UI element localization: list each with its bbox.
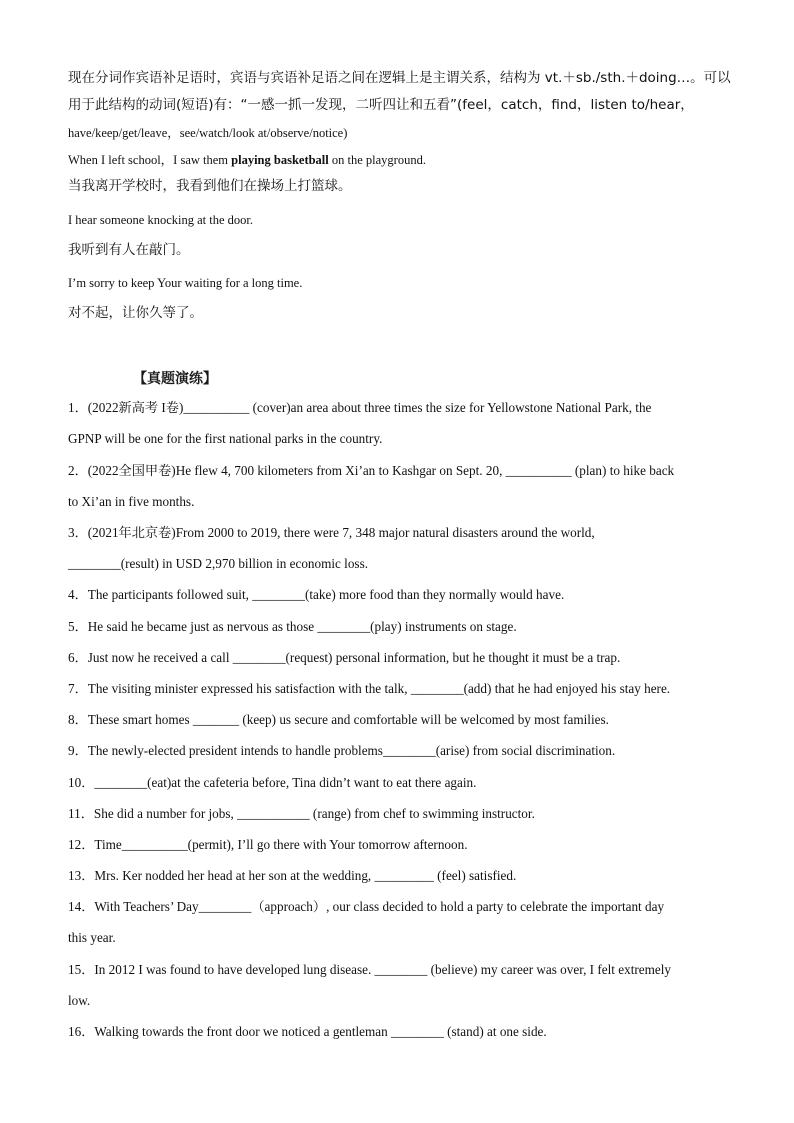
question-text: With Teachers’ Day________（approach）, our class decided to hold a party to celebrate the important day <box>94 899 665 914</box>
question-text: (2022全国甲卷)He flew 4, 700 kilometers from Xi’an to Kashgar on Sept. 20, __________ (plan) to hike back <box>87 463 675 478</box>
question-2-line-2: to Xi’an in five months. <box>68 494 195 509</box>
question-1-line-1 <box>68 400 651 416</box>
question-number: 2． <box>68 463 88 478</box>
intro-line-1: 现在分词作宾语补足语时，宾语与宾语补足语之间在逻辑上是主谓关系，结构为 vt.＋sb./sth.＋doing…。可以 <box>68 70 731 86</box>
question-14-line-2: this year. <box>68 930 116 945</box>
question-text: These smart homes _______ (keep) us secure and comfortable will be welcomed by most families. <box>87 712 609 727</box>
question-14-line-1 <box>68 899 664 915</box>
question-text: He said he became just as nervous as those ________(play) instruments on stage. <box>87 619 517 634</box>
example-1-bold: playing basketball <box>231 153 329 167</box>
question-number: 14． <box>68 899 95 914</box>
question-2-line-1 <box>68 463 674 479</box>
question-13 <box>68 868 516 884</box>
question-9 <box>68 743 615 759</box>
example-1-pre: When I left school，I saw them <box>68 153 232 167</box>
question-15-line-2: low. <box>68 993 91 1008</box>
question-11 <box>68 806 535 822</box>
question-7 <box>68 681 670 697</box>
example-sentence-1 <box>68 152 426 168</box>
intro-line-3: have/keep/get/leave，see/watch/look at/observe/notice) <box>68 126 348 140</box>
example-sentence-3: I’m sorry to keep Your waiting for a long time. <box>68 276 303 290</box>
question-number: 13． <box>68 868 95 883</box>
question-number: 7． <box>68 681 88 696</box>
example-translation-2: 我听到有人在敲门。 <box>68 242 190 258</box>
question-text: Walking towards the front door we noticed a gentleman ________ (stand) at one side. <box>94 1024 547 1039</box>
question-text: (2021年北京卷)From 2000 to 2019, there were 7, 348 major natural disasters around the world, <box>87 525 595 540</box>
question-10 <box>68 775 476 791</box>
question-text: In 2012 I was found to have developed lung disease. ________ (believe) my career was over, I felt extremely <box>94 962 671 977</box>
question-text: Time__________(permit), I’ll go there with Your tomorrow afternoon. <box>94 837 468 852</box>
question-4 <box>68 587 564 603</box>
question-text: The visiting minister expressed his satisfaction with the talk, ________(add) that he had enjoyed his stay here. <box>87 681 671 696</box>
question-number: 10． <box>68 775 95 790</box>
question-3-line-1 <box>68 525 595 541</box>
question-number: 4． <box>68 587 88 602</box>
question-text: The newly-elected president intends to handle problems________(arise) from social discrimination. <box>87 743 616 758</box>
question-16 <box>68 1024 547 1040</box>
question-6 <box>68 650 620 666</box>
question-3-line-2: ________(result) in USD 2,970 billion in economic loss. <box>68 556 368 571</box>
example-1-post: on the playground. <box>328 153 426 167</box>
question-15-line-1 <box>68 962 671 978</box>
example-translation-3: 对不起，让你久等了。 <box>68 305 203 321</box>
question-8 <box>68 712 609 728</box>
example-sentence-2: I hear someone knocking at the door. <box>68 213 254 227</box>
question-number: 12． <box>68 837 95 852</box>
question-12 <box>68 837 468 853</box>
question-text: ________(eat)at the cafeteria before, Tina didn’t want to eat there again. <box>94 775 477 790</box>
section-title: 【真题演练】 <box>133 371 217 387</box>
question-number: 11． <box>68 806 94 821</box>
question-text: The participants followed suit, ________(take) more food than they normally would have. <box>87 587 565 602</box>
question-text: (2022新高考 I卷)__________ (cover)an area about three times the size for Yellowstone National Park, the <box>87 400 652 415</box>
question-text: Just now he received a call ________(request) personal information, but he thought it must be a trap. <box>87 650 621 665</box>
question-number: 16． <box>68 1024 95 1039</box>
question-number: 1． <box>68 400 88 415</box>
question-number: 15． <box>68 962 95 977</box>
question-number: 6． <box>68 650 88 665</box>
question-number: 8． <box>68 712 88 727</box>
question-number: 3． <box>68 525 88 540</box>
example-translation-1: 当我离开学校时，我看到他们在操场上打篮球。 <box>68 178 352 194</box>
question-number: 5． <box>68 619 88 634</box>
question-text: She did a number for jobs, ___________ (range) from chef to swimming instructor. <box>93 806 535 821</box>
question-number: 9． <box>68 743 88 758</box>
question-text: Mrs. Ker nodded her head at her son at the wedding, _________ (feel) satisfied. <box>94 868 517 883</box>
question-1-line-2: GPNP will be one for the first national parks in the country. <box>68 431 383 446</box>
intro-line-2: 用于此结构的动词(短语)有：“一感一抓一发现，二听四让和五看”(feel，catch，find，listen to/hear， <box>68 97 694 113</box>
question-5 <box>68 619 517 635</box>
